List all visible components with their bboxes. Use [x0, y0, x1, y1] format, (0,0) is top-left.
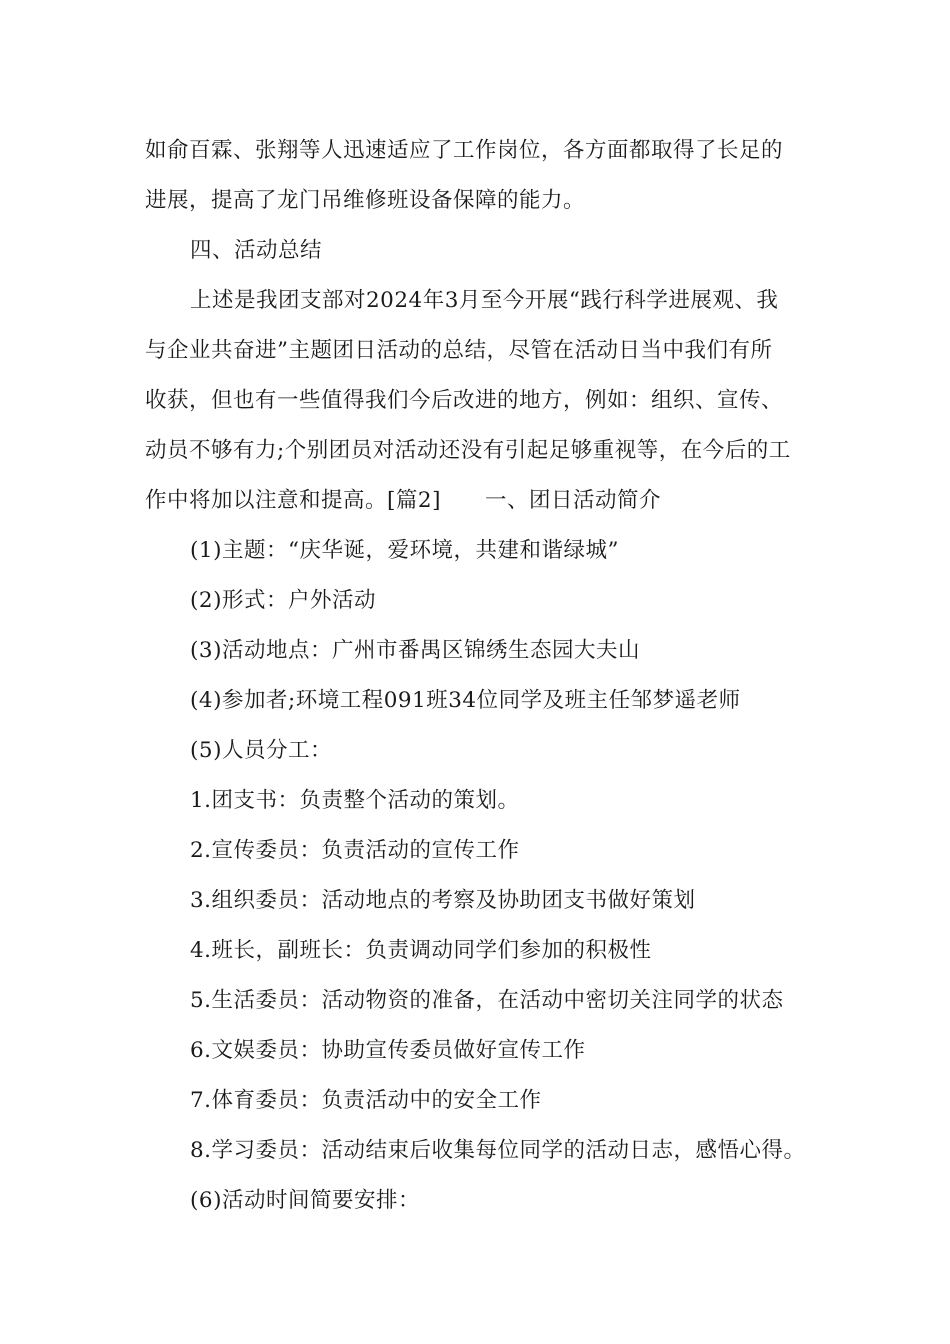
paragraph-line: 与企业共奋进”主题团日活动的总结，尽管在活动日当中我们有所 [145, 338, 773, 363]
list-item: 6.文娱委员：协助宣传委员做好宣传工作 [190, 1038, 586, 1063]
paragraph-line: 作中将加以注意和提高。[篇2] 一、团日活动简介 [145, 488, 661, 513]
paragraph-line: 如俞百霖、张翔等人迅速适应了工作岗位，各方面都取得了长足的 [145, 138, 784, 163]
list-item: (6)活动时间简要安排： [190, 1188, 420, 1213]
list-item: (2)形式：户外活动 [190, 588, 376, 613]
paragraph-line: 上述是我团支部对2024年3月至今开展“践行科学进展观、我 [190, 288, 779, 313]
paragraph-line: 进展，提高了龙门吊维修班设备保障的能力。 [145, 188, 586, 213]
list-item: 7.体育委员：负责活动中的安全工作 [190, 1088, 542, 1113]
section-heading: 四、活动总结 [190, 238, 323, 263]
list-item: (4)参加者;环境工程091班34位同学及班主任邹梦遥老师 [190, 688, 741, 713]
list-item: 2.宣传委员：负责活动的宣传工作 [190, 838, 520, 863]
list-item: 8.学习委员：活动结束后收集每位同学的活动日志，感悟心得。 [190, 1138, 806, 1163]
list-item: (1)主题：“庆华诞，爱环境，共建和谐绿城” [190, 538, 619, 563]
list-item: 3.组织委员：活动地点的考察及协助团支书做好策划 [190, 888, 696, 913]
list-item: 4.班长，副班长：负责调动同学们参加的积极性 [190, 938, 652, 963]
list-item: (3)活动地点：广州市番禺区锦绣生态园大夫山 [190, 638, 640, 663]
paragraph-line: 动员不够有力;个别团员对活动还没有引起足够重视等，在今后的工 [145, 438, 791, 463]
list-item: 5.生活委员：活动物资的准备，在活动中密切关注同学的状态 [190, 988, 784, 1013]
list-item: (5)人员分工： [190, 738, 332, 763]
paragraph-line: 收获，但也有一些值得我们今后改进的地方，例如：组织、宣传、 [145, 388, 784, 413]
list-item: 1.团支书：负责整个活动的策划。 [190, 788, 520, 813]
